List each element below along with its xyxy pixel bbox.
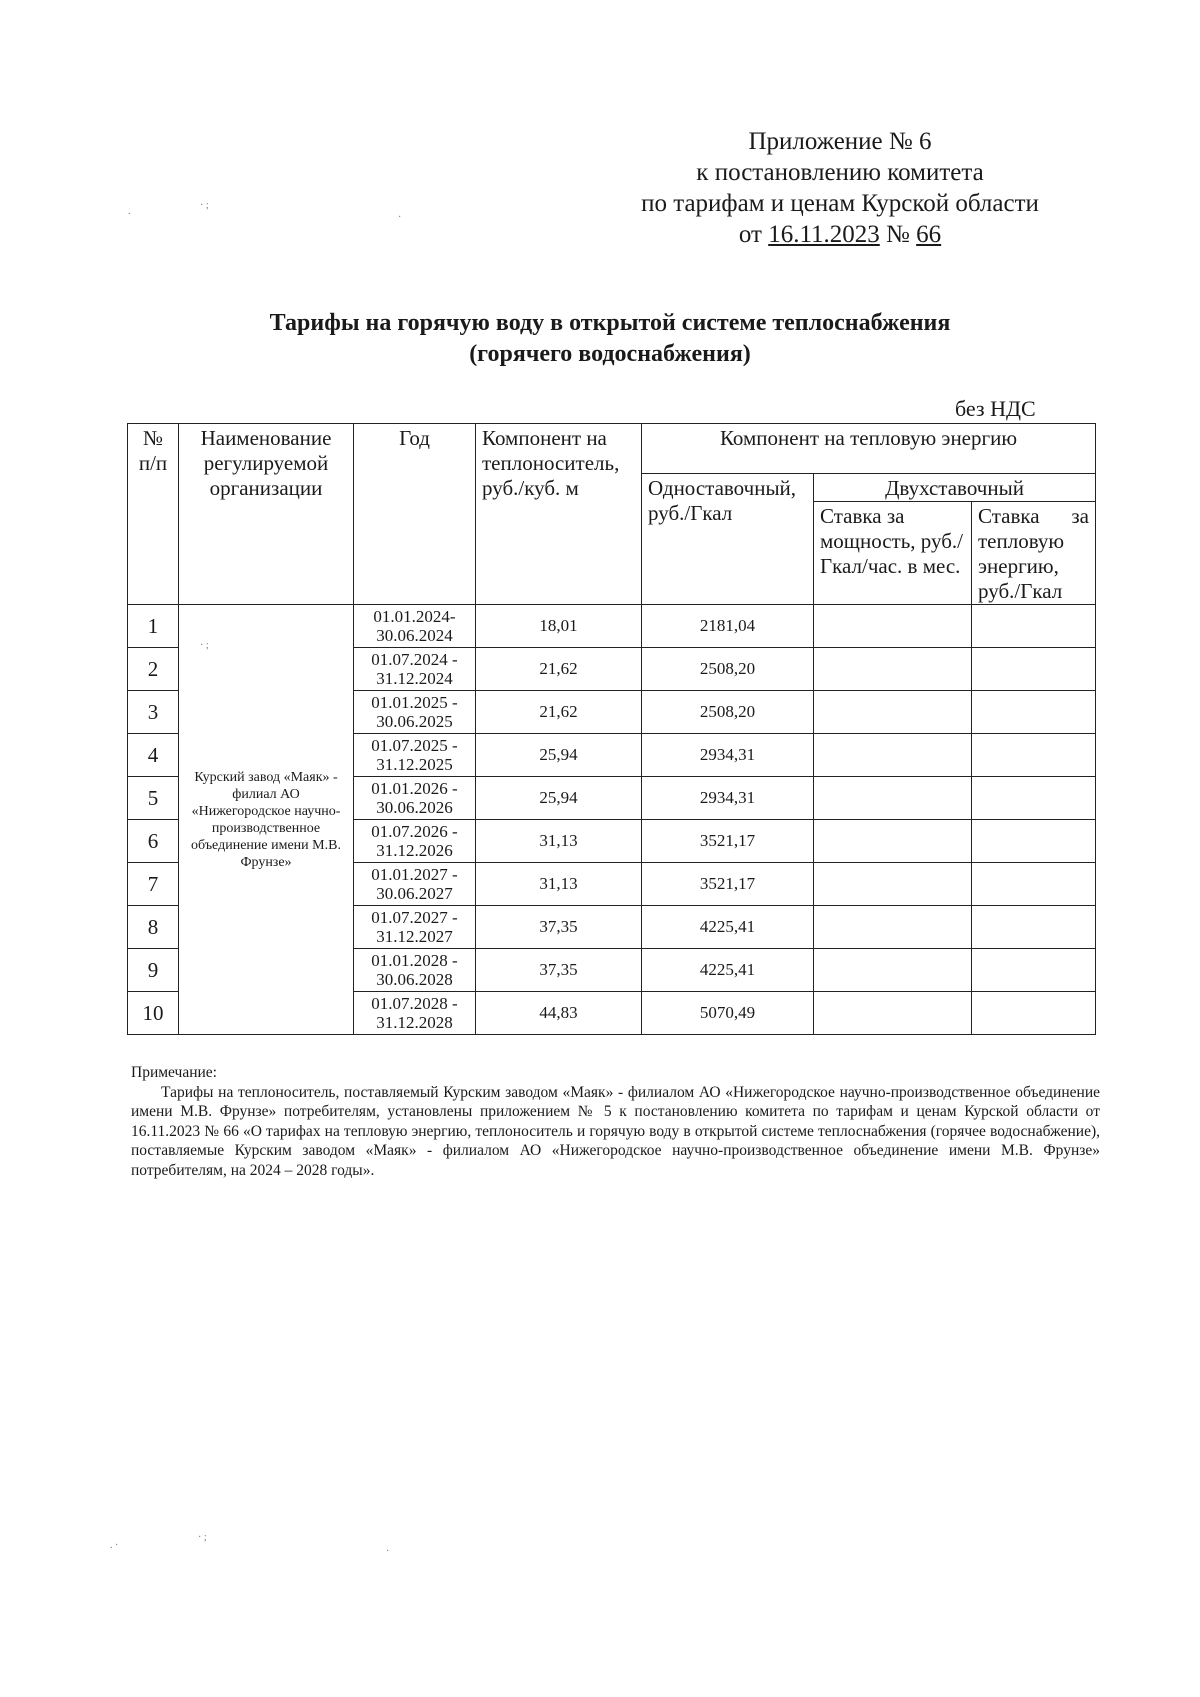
energy-rate-line-1: Ставка за	[978, 504, 1090, 528]
appendix-authority: по тарифам и ценам Курской области	[641, 190, 1039, 217]
capacity-rate-value	[814, 734, 972, 777]
title-line-2: (горячего водоснабжения)	[469, 341, 751, 367]
document-title	[200, 308, 1020, 370]
scan-speck: · ;	[198, 1532, 207, 1543]
energy-rate-value	[972, 777, 1096, 820]
number-prefix: №	[886, 221, 910, 248]
capacity-rate-value	[814, 605, 972, 648]
period-cell	[354, 648, 476, 691]
row-number: 3	[128, 691, 179, 734]
energy-rate-value	[972, 820, 1096, 863]
row-number: 10	[128, 992, 179, 1035]
period-end: 30.06.2027	[376, 884, 453, 903]
energy-rate-value	[972, 648, 1096, 691]
carrier-value: 18,01	[476, 605, 642, 648]
header-org: Наименование регулируемой организации	[179, 424, 354, 605]
capacity-rate-value	[814, 691, 972, 734]
carrier-value: 37,35	[476, 906, 642, 949]
table-row	[128, 605, 1096, 648]
row-number: 1	[128, 605, 179, 648]
row-number: 8	[128, 906, 179, 949]
energy-rate-value	[972, 605, 1096, 648]
scan-speck: .	[128, 206, 131, 217]
single-rate-value: 3521,17	[642, 820, 814, 863]
title-line-1: Тарифы на горячую воду в открытой системе теплоснабжения	[269, 310, 951, 336]
header-capacity-rate: Ставка за мощность, руб./Гкал/час. в мес.	[814, 502, 972, 605]
period-end: 30.06.2025	[376, 712, 453, 731]
period-cell	[354, 605, 476, 648]
header-thermal: Компонент на тепловую энергию	[642, 424, 1096, 474]
period-end: 30.06.2024	[376, 626, 453, 645]
period-end: 31.12.2024	[376, 669, 453, 688]
row-number: 5	[128, 777, 179, 820]
single-rate-value: 5070,49	[642, 992, 814, 1035]
appendix-subtitle: к постановлению комитета	[696, 159, 984, 186]
scan-speck: . ·	[110, 1540, 119, 1551]
date-prefix: от	[738, 221, 762, 248]
tariff-table	[127, 423, 1096, 1035]
row-number: 2	[128, 648, 179, 691]
vat-note: без НДС	[955, 396, 1036, 421]
capacity-rate-value	[814, 949, 972, 992]
single-rate-value: 4225,41	[642, 949, 814, 992]
single-rate-value: 3521,17	[642, 863, 814, 906]
period-start: 01.07.2026 -	[371, 822, 458, 841]
capacity-rate-value	[814, 906, 972, 949]
resolution-number: 66	[916, 221, 942, 248]
energy-rate-value	[972, 906, 1096, 949]
header-energy-rate	[972, 502, 1096, 605]
carrier-value: 25,94	[476, 734, 642, 777]
period-cell	[354, 906, 476, 949]
period-start: 01.01.2025 -	[371, 693, 458, 712]
scan-speck: · ;	[200, 640, 209, 651]
single-rate-value: 2181,04	[642, 605, 814, 648]
period-cell	[354, 863, 476, 906]
single-rate-value: 4225,41	[642, 906, 814, 949]
energy-rate-value	[972, 992, 1096, 1035]
period-cell	[354, 949, 476, 992]
period-start: 01.01.2027 -	[371, 865, 458, 884]
period-end: 30.06.2028	[376, 970, 453, 989]
carrier-value: 44,83	[476, 992, 642, 1035]
period-cell	[354, 777, 476, 820]
capacity-rate-value	[814, 777, 972, 820]
period-start: 01.01.2026 -	[371, 779, 458, 798]
scan-speck: ·	[386, 1546, 390, 1557]
carrier-value: 21,62	[476, 648, 642, 691]
row-number: 6	[128, 820, 179, 863]
period-end: 31.12.2025	[376, 755, 453, 774]
table-header-row	[128, 424, 1096, 474]
appendix-date-line	[600, 219, 1080, 250]
scan-speck: ·	[398, 212, 402, 223]
period-start: 01.01.2024-	[373, 607, 456, 626]
note-text: Тарифы на теплоноситель, поставляемый Курским заводом «Маяк» - филиалом АО «Нижегородское научно-производственное объединение имени М.В. Фрунзе» потребителям, установлены приложением № 5 к постановлению комитета по тарифам и ценам Курской области от 16.11.2023 № 66 «О тарифах на тепловую энергию, теплоноситель и горячую воду в открытой системе теплоснабжения (горячее водоснабжение), поставляемые Курским заводом «Маяк» - филиалом АО «Нижегородское научно-производственное объединение имени М.В. Фрунзе» потребителям, на 2024 – 2028 годы».	[131, 1083, 1100, 1179]
period-cell	[354, 820, 476, 863]
header-year: Год	[354, 424, 476, 605]
appendix-title: Приложение № 6	[748, 128, 932, 155]
carrier-value: 21,62	[476, 691, 642, 734]
energy-rate-value	[972, 691, 1096, 734]
period-end: 31.12.2026	[376, 841, 453, 860]
row-number: 9	[128, 949, 179, 992]
carrier-value: 25,94	[476, 777, 642, 820]
organization-name: Курский завод «Маяк» - филиал АО «Нижегородское научно-производственное объединение имени М.В. Фрунзе»	[179, 605, 354, 1035]
energy-rate-line-2: тепловую энергию, руб./Гкал	[978, 529, 1065, 603]
period-start: 01.07.2024 -	[371, 650, 458, 669]
header-num: № п/п	[128, 424, 179, 605]
period-end: 30.06.2026	[376, 798, 453, 817]
carrier-value: 31,13	[476, 863, 642, 906]
capacity-rate-value	[814, 820, 972, 863]
period-start: 01.07.2027 -	[371, 908, 458, 927]
period-cell	[354, 691, 476, 734]
capacity-rate-value	[814, 648, 972, 691]
header-carrier: Компонент на теплоноситель, руб./куб. м	[476, 424, 642, 605]
period-end: 31.12.2028	[376, 1013, 453, 1032]
capacity-rate-value	[814, 863, 972, 906]
row-number: 4	[128, 734, 179, 777]
energy-rate-value	[972, 863, 1096, 906]
note-block	[131, 1063, 1100, 1180]
carrier-value: 31,13	[476, 820, 642, 863]
period-start: 01.07.2028 -	[371, 994, 458, 1013]
carrier-value: 37,35	[476, 949, 642, 992]
row-number: 7	[128, 863, 179, 906]
header-single-rate: Одноставочный, руб./Гкал	[642, 474, 814, 605]
period-start: 01.01.2028 -	[371, 951, 458, 970]
note-label: Примечание:	[131, 1064, 217, 1081]
energy-rate-value	[972, 734, 1096, 777]
energy-rate-value	[972, 949, 1096, 992]
single-rate-value: 2508,20	[642, 648, 814, 691]
single-rate-value: 2934,31	[642, 734, 814, 777]
capacity-rate-value	[814, 992, 972, 1035]
header-two-rate: Двухставочный	[814, 474, 1096, 502]
single-rate-value: 2934,31	[642, 777, 814, 820]
period-cell	[354, 992, 476, 1035]
period-cell	[354, 734, 476, 777]
scan-speck: · ;	[200, 200, 209, 211]
appendix-header	[600, 126, 1080, 250]
resolution-date: 16.11.2023	[768, 221, 880, 248]
period-start: 01.07.2025 -	[371, 736, 458, 755]
period-end: 31.12.2027	[376, 927, 453, 946]
single-rate-value: 2508,20	[642, 691, 814, 734]
